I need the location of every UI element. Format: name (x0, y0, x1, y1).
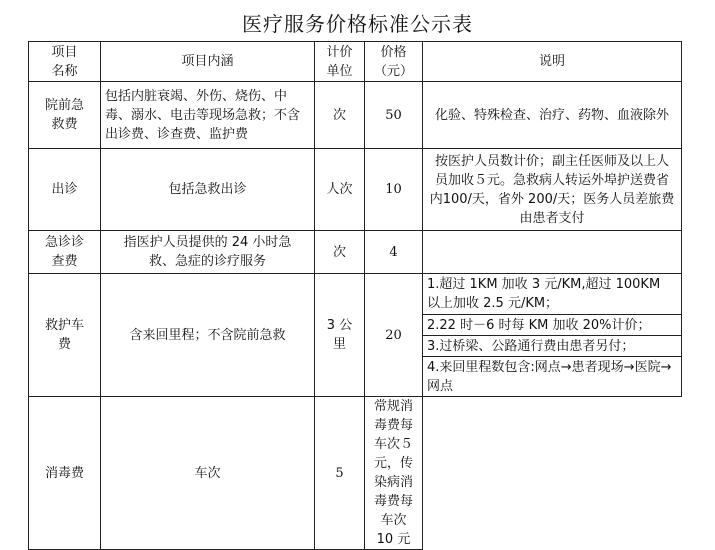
row-unit: 次 (315, 82, 365, 149)
header-price: 价格 （元） (365, 42, 423, 82)
row-content: 包括内脏衰竭、外伤、烧伤、中毒、溺水、电击等现场急救；不含出诊费、诊查费、监护费 (101, 82, 315, 149)
row-content: 包括急救出诊 (101, 149, 315, 231)
row-name: 院前急 救费 (29, 82, 101, 149)
row-note: 按医护人员数计价；副主任医师及以上人员加收５元。急救病人转运外埠护送费省内100/天，省外 200/天；医务人员差旅费由患者支付 (423, 149, 682, 231)
row-content: 指医护人员提供的 24 小时急救、急症的诊疗服务 (101, 231, 315, 274)
row-price: 20 (365, 274, 423, 397)
row-price: 10 (365, 149, 423, 231)
table-row (29, 149, 682, 231)
row-unit: 次 (315, 231, 365, 274)
header-unit: 计价 单位 (315, 42, 365, 82)
row-note-item: 2.22 时－6 时每 KM 加收 20%计价； (423, 315, 682, 336)
row-note-item: 3.过桥梁、公路通行费由患者另付； (423, 336, 682, 357)
row-unit: 人次 (315, 149, 365, 231)
price-table (28, 41, 682, 550)
table-row (29, 231, 682, 274)
row-note: 常规消毒费每车次５元，传染病消毒费每车次 10 元 (365, 397, 423, 550)
row-unit: 3 公 里 (315, 274, 365, 397)
row-unit: 车次 (101, 397, 315, 550)
row-note-item: 4.来回里程数包含:网点→患者现场→医院→网点 (423, 357, 682, 397)
row-content: 消毒费 (29, 397, 101, 550)
header-item-content: 项目内涵 (101, 42, 315, 82)
row-price: 50 (365, 82, 423, 149)
table-row (29, 397, 682, 550)
table-row (29, 274, 682, 315)
row-name: 出诊 (29, 149, 101, 231)
header-note: 说明 (423, 42, 682, 82)
row-content: 含来回里程；不含院前急救 (101, 274, 315, 397)
row-note (423, 231, 682, 274)
header-item-name: 项目 名称 (29, 42, 101, 82)
row-name: 急诊诊 查费 (29, 231, 101, 274)
header-row (29, 42, 682, 82)
table-row (29, 82, 682, 149)
page-title: 医疗服务价格标准公示表 (242, 12, 473, 36)
row-price: 4 (365, 231, 423, 274)
row-name: 救护车 费 (29, 274, 101, 397)
row-note: 化验、特殊检查、治疗、药物、血液除外 (423, 82, 682, 149)
row-note-item: 1.超过 1KM 加收 3 元/KM,超过 100KM 以上加收 2.5 元/KM； (423, 274, 682, 315)
row-price: 5 (315, 397, 365, 550)
